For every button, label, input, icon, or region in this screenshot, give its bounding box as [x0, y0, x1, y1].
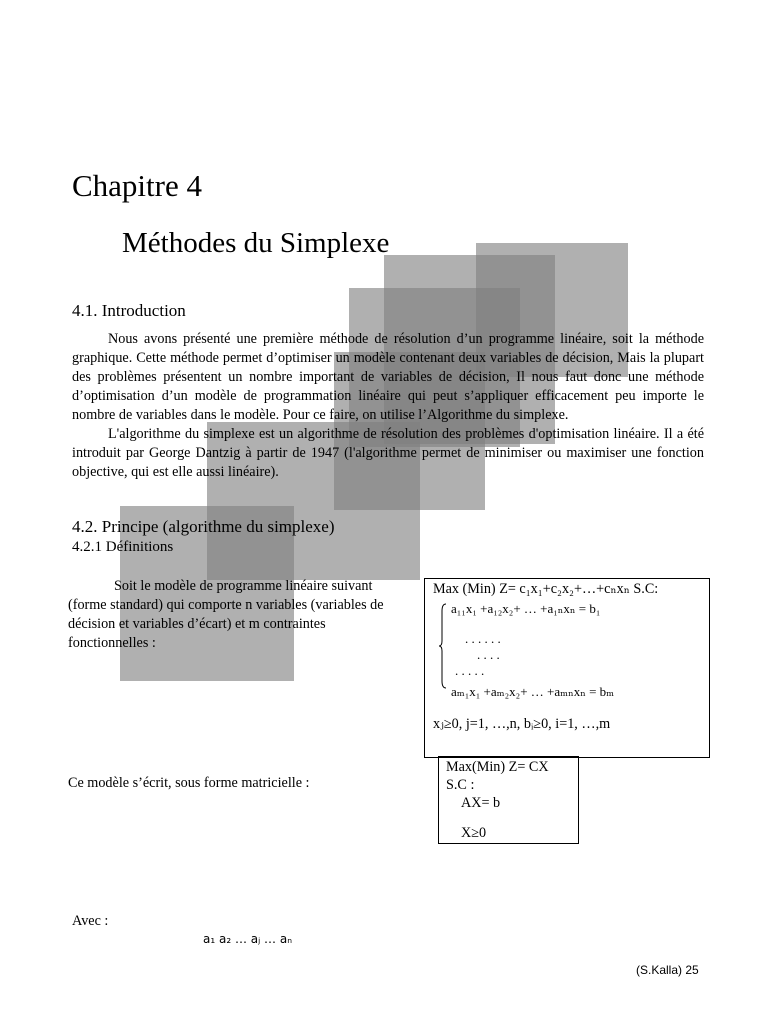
matrix-objective: Max(Min) Z= CX [446, 759, 549, 775]
matrix-form-label: Ce modèle s’écrit, sous forme matricielle : [68, 775, 310, 791]
page-footer: (S.Kalla) 25 [636, 963, 699, 977]
section-heading-principe: 4.2. Principe (algorithme du simplexe) [72, 517, 335, 536]
constraint-last: aₘ₁x₁ +aₘ₂x₂+ … +aₘₙxₙ = bₘ [451, 684, 615, 699]
objective-function: Max (Min) Z= c₁x₁+c₂x₂+…+cₙxₙ S.C: [433, 581, 659, 597]
constraint-first: a₁₁x₁ +a₁₂x₂+ … +a₁ₙxₙ = b₁ [451, 601, 601, 616]
intro-text [72, 330, 704, 482]
matrix-columns: a₁ a₂ … aⱼ … aₙ [203, 932, 292, 946]
nonnegativity-constraint: xⱼ≥0, j=1, …,n, bᵢ≥0, i=1, …,m [433, 716, 611, 732]
definition-text [68, 577, 416, 653]
matrix-nonnegativity: X≥0 [461, 825, 487, 841]
matrix-form-box [438, 756, 579, 844]
definition-line: (forme standard) qui comporte n variables (variables de [68, 597, 384, 613]
matrix-sc: S.C : [446, 777, 475, 793]
matrix-constraint: AX= b [461, 795, 501, 811]
linear-program-box [424, 578, 710, 758]
intro-paragraph: L'algorithme du simplexe est un algorithme de résolution des problèmes d'optimisation linéaire. Il a été introduit par George Dantzig à partir de 1947 (l'algorithme permet de minimiser ou maximiser une fonction objective, qui est elle aussi linéaire). [72, 426, 704, 480]
chapter-title: Méthodes du Simplexe [122, 227, 390, 259]
definition-line: fonctionnelles : [68, 635, 156, 651]
intro-paragraph: Nous avons présenté une première méthode de résolution d’un programme linéaire, soit la méthode graphique. Cette méthode permet d’optimiser un modèle contenant deux variables de décision, Mais la plupart des problèmes présentent un nombre important de variables de décision, Il nous faut donc une méthode d’optimisation d’un modèle de programmation linéaire qui peut s’appliquer efficacement peu importe le nombre de variables dans le modèle. Pour ce faire, on utilise l’Algorithme du simplexe. [72, 331, 704, 423]
chapter-heading: Chapitre 4 [72, 168, 202, 203]
subsection-heading-definitions: 4.2.1 Définitions [72, 539, 174, 555]
constraint-dots: . . . . [477, 647, 500, 662]
definition-line: décision et variables d’écart) et m contraintes [68, 616, 326, 632]
section-heading-introduction: 4.1. Introduction [72, 301, 186, 320]
definition-line: Soit le modèle de programme linéaire suivant [114, 578, 373, 594]
avec-label: Avec : [72, 913, 109, 929]
brace-icon [439, 603, 447, 689]
constraint-dots: . . . . . . [465, 631, 501, 646]
constraint-dots: . . . . . [455, 663, 485, 678]
